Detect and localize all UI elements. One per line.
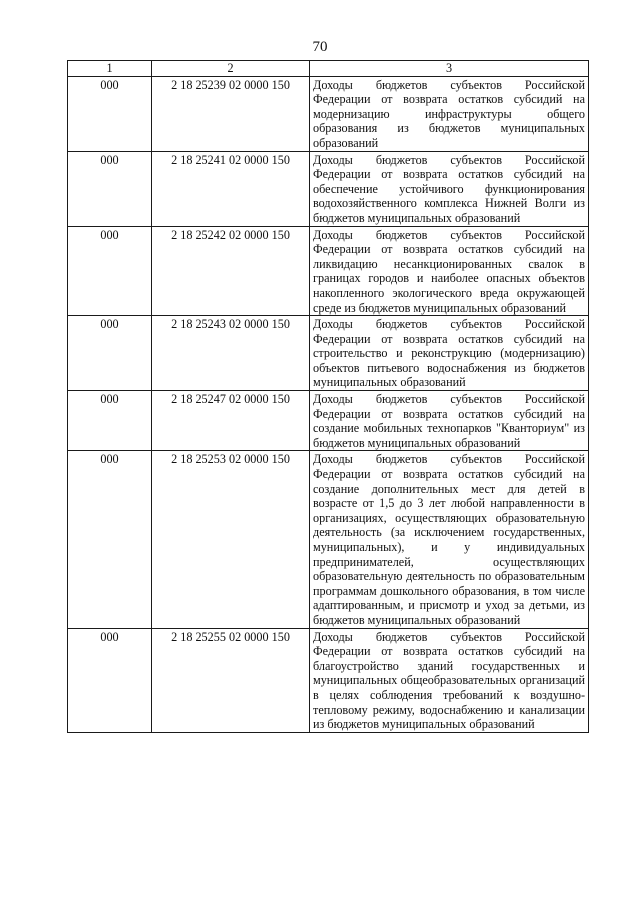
column-header-3: 3 bbox=[310, 61, 589, 77]
column-header-2: 2 bbox=[152, 61, 310, 77]
admin-code-cell: 000 bbox=[68, 151, 152, 226]
table-row bbox=[68, 226, 589, 316]
revenue-name-cell: Доходы бюджетов субъектов Российской Федерации от возврата остатков субсидий на создание мобильных технопарков "Кванториум" из бюджетов муниципальных образований bbox=[310, 391, 589, 451]
revenue-code-cell: 2 18 25239 02 0000 150 bbox=[152, 76, 310, 151]
admin-code-cell: 000 bbox=[68, 451, 152, 628]
table-row bbox=[68, 628, 589, 732]
revenue-code-cell: 2 18 25253 02 0000 150 bbox=[152, 451, 310, 628]
admin-code-cell: 000 bbox=[68, 76, 152, 151]
revenue-name-cell: Доходы бюджетов субъектов Российской Федерации от возврата остатков субсидий на благоустройство зданий государственных и муниципальных общеобразовательных организаций в целях соблюдения требований к воздушно-тепловому режиму, водоснабжению и канализации из бюджетов муниципальных образований bbox=[310, 628, 589, 732]
table-header-row bbox=[68, 61, 589, 77]
revenue-name-cell: Доходы бюджетов субъектов Российской Федерации от возврата остатков субсидий на создание дополнительных мест для детей в возрасте от 1,5 до 3 лет любой направленности в организациях, осуществляющих образовательную деятельность (за исключением государственных, муниципальных), и у индивидуальных предпринимателей, осуществляющих образовательную деятельность по образовательным программам дошкольного образования, в том числе адаптированным, и присмотр и уход за детьми, из бюджетов муниципальных образований bbox=[310, 451, 589, 628]
column-header-1: 1 bbox=[68, 61, 152, 77]
admin-code-cell: 000 bbox=[68, 391, 152, 451]
table-row bbox=[68, 451, 589, 628]
revenue-code-cell: 2 18 25243 02 0000 150 bbox=[152, 316, 310, 391]
table-row bbox=[68, 151, 589, 226]
revenue-name-cell: Доходы бюджетов субъектов Российской Федерации от возврата остатков субсидий на ликвидацию несанкционированных свалок в границах городов и наиболее опасных объектов накопленного экологического вреда окружающей среде из бюджетов муниципальных образований bbox=[310, 226, 589, 316]
revenue-name-cell: Доходы бюджетов субъектов Российской Федерации от возврата остатков субсидий на обеспечение устойчивого функционирования водохозяйственного комплекса Нижней Волги из бюджетов муниципальных образований bbox=[310, 151, 589, 226]
revenue-name-cell: Доходы бюджетов субъектов Российской Федерации от возврата остатков субсидий на строительство и реконструкцию (модернизацию) объектов питьевого водоснабжения из бюджетов муниципальных образований bbox=[310, 316, 589, 391]
budget-classification-table bbox=[67, 60, 589, 733]
table-row bbox=[68, 391, 589, 451]
revenue-code-cell: 2 18 25247 02 0000 150 bbox=[152, 391, 310, 451]
revenue-name-cell: Доходы бюджетов субъектов Российской Федерации от возврата остатков субсидий на модернизацию инфраструктуры общего образования из бюджетов муниципальных образований bbox=[310, 76, 589, 151]
revenue-code-cell: 2 18 25242 02 0000 150 bbox=[152, 226, 310, 316]
revenue-code-cell: 2 18 25255 02 0000 150 bbox=[152, 628, 310, 732]
admin-code-cell: 000 bbox=[68, 226, 152, 316]
page-number: 70 bbox=[312, 39, 328, 55]
revenue-code-cell: 2 18 25241 02 0000 150 bbox=[152, 151, 310, 226]
table-row bbox=[68, 316, 589, 391]
admin-code-cell: 000 bbox=[68, 316, 152, 391]
table-row bbox=[68, 76, 589, 151]
admin-code-cell: 000 bbox=[68, 628, 152, 732]
